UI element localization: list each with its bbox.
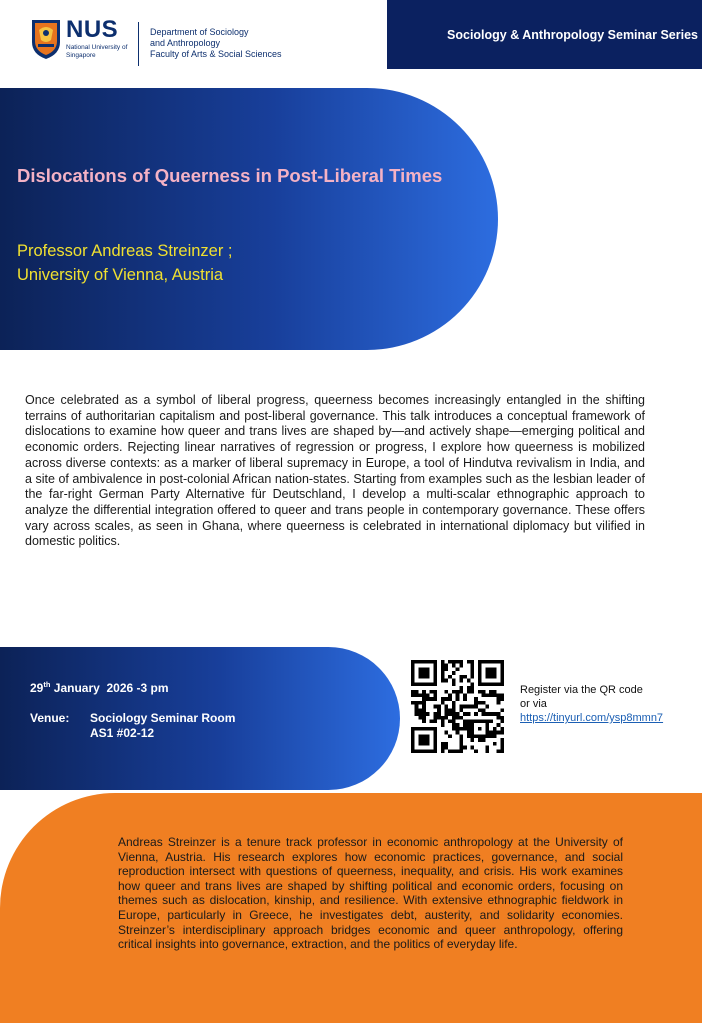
- event-details-banner: [0, 647, 400, 790]
- registration-info: [520, 683, 663, 725]
- header-divider: [138, 22, 139, 66]
- title-banner: [0, 88, 498, 350]
- page-header: [0, 0, 702, 80]
- registration-link[interactable]: https://tinyurl.com/ysp8mmn7: [520, 712, 664, 724]
- nus-wordmark: NUS: [66, 16, 119, 43]
- nus-logo: [30, 18, 136, 60]
- register-text-line1: Register via the QR code: [520, 684, 643, 696]
- seminar-series-banner: [387, 0, 702, 69]
- speaker-bio: Andreas Streinzer is a tenure track professor in economic anthropology at the University of Vienna, Austria. His research explores how economic practices, governance, and social reproduction intersect with questions of queerness, inequality, and crisis. His work examines how queer and trans lives are shaped by shifting political and economic orders, focusing on themes such as dislocation, kinship, and resilience. With extensive ethnographic fieldwork in Europe, particularly in Greece, he investigates debt, austerity, and solidarity economies. Streinzer’s interdisciplinary approach bridges economic and queer anthropology, offering critical insights into governance, extraction, and the politics of everyday life.: [118, 835, 623, 952]
- venue-location: Sociology Seminar Room AS1 #02-12: [90, 711, 236, 740]
- speaker-affiliation: University of Vienna, Austria: [17, 266, 224, 284]
- venue-label: Venue:: [30, 711, 70, 725]
- speaker-name: Professor Andreas Streinzer ;: [17, 242, 233, 260]
- speaker-info: [17, 239, 477, 287]
- university-name: National University of Singapore: [66, 44, 128, 59]
- nus-crest-icon: [30, 18, 62, 60]
- qr-code-icon[interactable]: [411, 660, 504, 753]
- talk-title: Dislocations of Queerness in Post-Liberal Times: [17, 165, 443, 186]
- register-text-line2: or via: [520, 698, 547, 710]
- abstract-text: Once celebrated as a symbol of liberal progress, queerness becomes increasingly entangled in the shifting terrains of authoritarian capitalism and post-liberal governance. This talk introduces a conceptual framework of dislocations to examine how queer and trans lives are shaped by—and actively shape—emerging political and economic orders. Rejecting linear narratives of regression or progress, I explore how queerness is mobilized across diverse contexts: as a marker of liberal supremacy in Europe, a tool of Hindutva revivalism in India, and a site of ambivalence in post-colonial African nation-states. Starting from examples such as the lesbian leader of the far-right German Party Alternative für Deutschland, I develop a multi-scalar ethnographic approach to analyze the differential integration offered to queer and trans people in contemporary governance. These offers vary across scales, as seen in Ghana, where queerness is celebrated in international diplomacy but vilified in domestic politics.: [25, 393, 645, 549]
- department-name: Department of Sociology and Anthropology Faculty of Arts & Social Sciences: [150, 27, 282, 59]
- event-date: 29th January 2026 -3 pm: [30, 680, 169, 695]
- series-title: Sociology & Anthropology Seminar Series: [447, 27, 698, 42]
